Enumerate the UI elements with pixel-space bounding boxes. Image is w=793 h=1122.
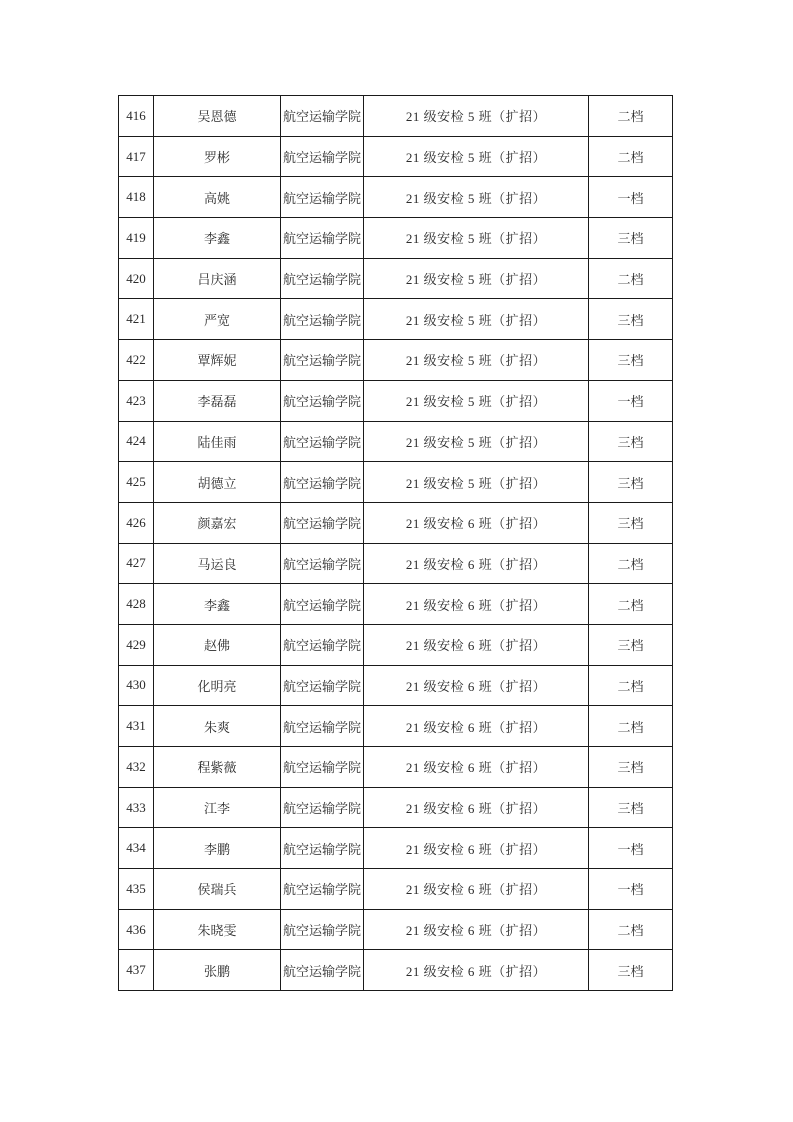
cell-college: 航空运输学院	[281, 340, 364, 381]
roster-table-body	[119, 96, 673, 991]
cell-class: 21 级安检 6 班（扩招）	[364, 706, 589, 747]
cell-grade: 三档	[589, 787, 673, 828]
table-row	[119, 421, 673, 462]
cell-name: 严宽	[154, 299, 281, 340]
cell-number: 431	[119, 706, 154, 747]
table-row	[119, 787, 673, 828]
cell-college: 航空运输学院	[281, 543, 364, 584]
table-row	[119, 136, 673, 177]
cell-grade: 二档	[589, 258, 673, 299]
cell-grade: 一档	[589, 869, 673, 910]
cell-name: 李鹏	[154, 828, 281, 869]
table-row	[119, 462, 673, 503]
cell-class: 21 级安检 6 班（扩招）	[364, 584, 589, 625]
table-row	[119, 869, 673, 910]
cell-class: 21 级安检 6 班（扩招）	[364, 828, 589, 869]
cell-class: 21 级安检 5 班（扩招）	[364, 177, 589, 218]
cell-grade: 二档	[589, 584, 673, 625]
table-row	[119, 706, 673, 747]
cell-name: 李鑫	[154, 218, 281, 259]
cell-number: 429	[119, 624, 154, 665]
cell-class: 21 级安检 5 班（扩招）	[364, 96, 589, 137]
cell-college: 航空运输学院	[281, 502, 364, 543]
cell-college: 航空运输学院	[281, 706, 364, 747]
table-row	[119, 380, 673, 421]
cell-number: 419	[119, 218, 154, 259]
cell-number: 424	[119, 421, 154, 462]
table-row	[119, 665, 673, 706]
cell-college: 航空运输学院	[281, 665, 364, 706]
cell-number: 423	[119, 380, 154, 421]
cell-name: 罗彬	[154, 136, 281, 177]
cell-class: 21 级安检 5 班（扩招）	[364, 421, 589, 462]
table-row	[119, 543, 673, 584]
cell-college: 航空运输学院	[281, 747, 364, 788]
cell-class: 21 级安检 5 班（扩招）	[364, 462, 589, 503]
cell-college: 航空运输学院	[281, 258, 364, 299]
cell-number: 430	[119, 665, 154, 706]
cell-class: 21 级安检 6 班（扩招）	[364, 665, 589, 706]
cell-college: 航空运输学院	[281, 909, 364, 950]
cell-number: 436	[119, 909, 154, 950]
cell-class: 21 级安检 6 班（扩招）	[364, 747, 589, 788]
cell-class: 21 级安检 6 班（扩招）	[364, 787, 589, 828]
cell-college: 航空运输学院	[281, 218, 364, 259]
cell-number: 428	[119, 584, 154, 625]
cell-grade: 二档	[589, 706, 673, 747]
table-row	[119, 909, 673, 950]
cell-number: 437	[119, 950, 154, 991]
cell-grade: 三档	[589, 624, 673, 665]
cell-name: 吕庆涵	[154, 258, 281, 299]
cell-class: 21 级安检 5 班（扩招）	[364, 136, 589, 177]
table-row	[119, 177, 673, 218]
cell-grade: 三档	[589, 747, 673, 788]
cell-name: 朱晓雯	[154, 909, 281, 950]
cell-college: 航空运输学院	[281, 177, 364, 218]
cell-grade: 二档	[589, 96, 673, 137]
cell-college: 航空运输学院	[281, 96, 364, 137]
cell-name: 程紫薇	[154, 747, 281, 788]
cell-grade: 二档	[589, 136, 673, 177]
cell-college: 航空运输学院	[281, 462, 364, 503]
cell-college: 航空运输学院	[281, 828, 364, 869]
cell-grade: 三档	[589, 950, 673, 991]
cell-grade: 二档	[589, 543, 673, 584]
cell-class: 21 级安检 6 班（扩招）	[364, 950, 589, 991]
cell-grade: 一档	[589, 177, 673, 218]
cell-name: 化明亮	[154, 665, 281, 706]
table-row	[119, 340, 673, 381]
cell-name: 吴恩德	[154, 96, 281, 137]
cell-number: 418	[119, 177, 154, 218]
cell-number: 433	[119, 787, 154, 828]
cell-college: 航空运输学院	[281, 787, 364, 828]
cell-number: 434	[119, 828, 154, 869]
cell-name: 李鑫	[154, 584, 281, 625]
cell-grade: 二档	[589, 909, 673, 950]
cell-number: 435	[119, 869, 154, 910]
table-row	[119, 950, 673, 991]
cell-grade: 二档	[589, 665, 673, 706]
cell-class: 21 级安检 5 班（扩招）	[364, 380, 589, 421]
table-row	[119, 218, 673, 259]
cell-class: 21 级安检 6 班（扩招）	[364, 502, 589, 543]
cell-grade: 一档	[589, 828, 673, 869]
cell-class: 21 级安检 5 班（扩招）	[364, 340, 589, 381]
cell-grade: 三档	[589, 299, 673, 340]
cell-college: 航空运输学院	[281, 869, 364, 910]
cell-number: 422	[119, 340, 154, 381]
cell-college: 航空运输学院	[281, 950, 364, 991]
table-row	[119, 624, 673, 665]
cell-name: 覃辉妮	[154, 340, 281, 381]
cell-class: 21 级安检 6 班（扩招）	[364, 909, 589, 950]
cell-class: 21 级安检 5 班（扩招）	[364, 218, 589, 259]
table-row	[119, 502, 673, 543]
cell-college: 航空运输学院	[281, 136, 364, 177]
table-row	[119, 96, 673, 137]
table-row	[119, 584, 673, 625]
cell-college: 航空运输学院	[281, 380, 364, 421]
cell-grade: 三档	[589, 218, 673, 259]
cell-college: 航空运输学院	[281, 584, 364, 625]
cell-name: 赵佛	[154, 624, 281, 665]
cell-number: 425	[119, 462, 154, 503]
cell-grade: 三档	[589, 421, 673, 462]
cell-college: 航空运输学院	[281, 299, 364, 340]
cell-name: 陆佳雨	[154, 421, 281, 462]
cell-number: 416	[119, 96, 154, 137]
cell-name: 朱爽	[154, 706, 281, 747]
table-row	[119, 258, 673, 299]
cell-name: 江李	[154, 787, 281, 828]
cell-name: 张鹏	[154, 950, 281, 991]
cell-name: 李磊磊	[154, 380, 281, 421]
cell-number: 421	[119, 299, 154, 340]
cell-class: 21 级安检 6 班（扩招）	[364, 543, 589, 584]
cell-class: 21 级安检 6 班（扩招）	[364, 624, 589, 665]
cell-number: 427	[119, 543, 154, 584]
cell-number: 420	[119, 258, 154, 299]
cell-class: 21 级安检 5 班（扩招）	[364, 299, 589, 340]
table-row	[119, 747, 673, 788]
cell-grade: 三档	[589, 502, 673, 543]
cell-college: 航空运输学院	[281, 421, 364, 462]
table-row	[119, 828, 673, 869]
cell-number: 432	[119, 747, 154, 788]
cell-grade: 三档	[589, 462, 673, 503]
student-roster-table	[118, 95, 673, 991]
table-row	[119, 299, 673, 340]
cell-number: 417	[119, 136, 154, 177]
cell-name: 颜嘉宏	[154, 502, 281, 543]
cell-name: 马运良	[154, 543, 281, 584]
cell-class: 21 级安检 5 班（扩招）	[364, 258, 589, 299]
cell-college: 航空运输学院	[281, 624, 364, 665]
cell-class: 21 级安检 6 班（扩招）	[364, 869, 589, 910]
cell-grade: 一档	[589, 380, 673, 421]
cell-name: 高姚	[154, 177, 281, 218]
cell-number: 426	[119, 502, 154, 543]
cell-name: 胡德立	[154, 462, 281, 503]
cell-name: 侯瑞兵	[154, 869, 281, 910]
cell-grade: 三档	[589, 340, 673, 381]
